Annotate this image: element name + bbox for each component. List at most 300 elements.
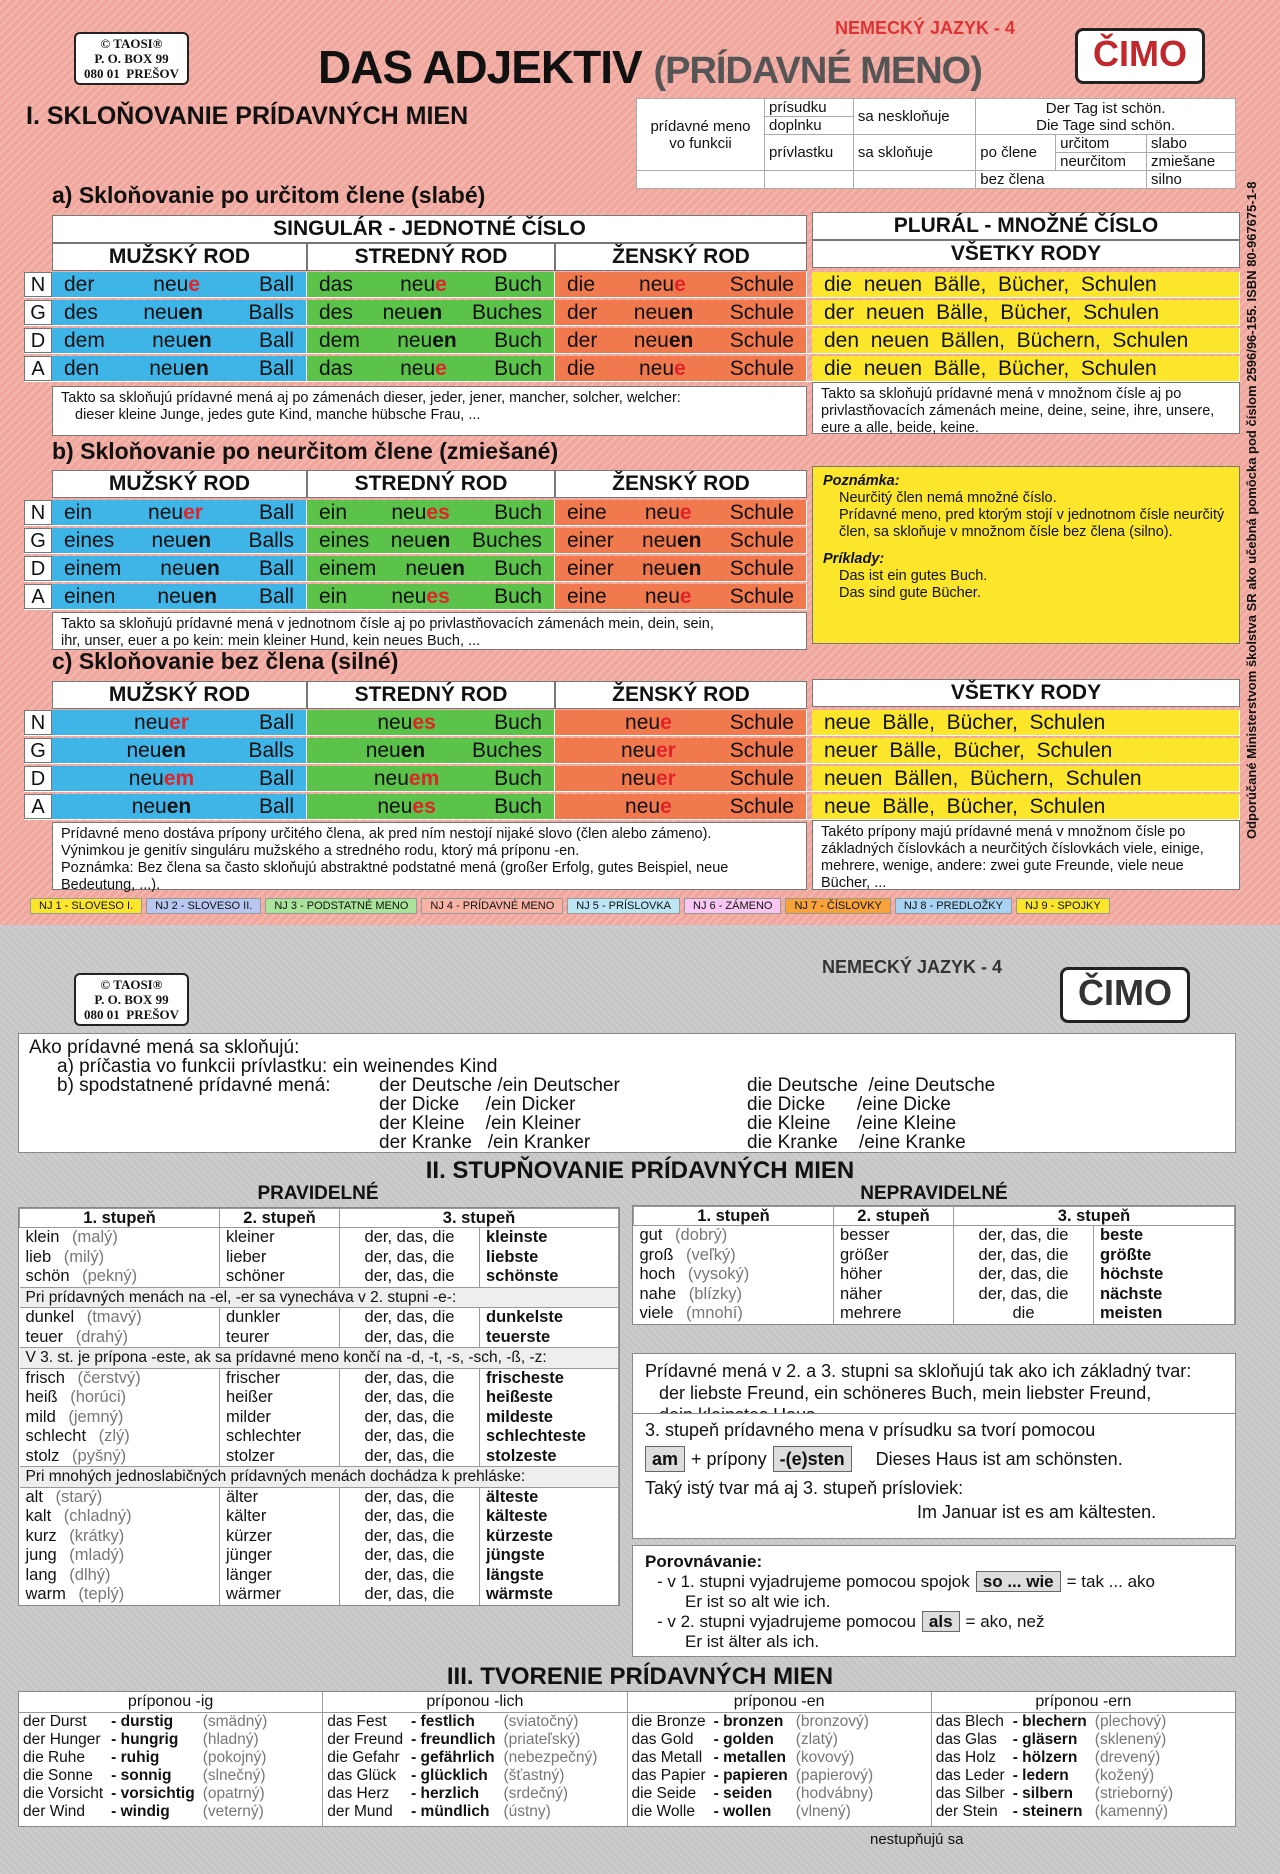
derived-word: - glücklich bbox=[411, 1767, 488, 1784]
nav-item[interactable]: NJ 2 - SLOVESO II. bbox=[146, 898, 261, 914]
word: kälter bbox=[226, 1507, 267, 1525]
derived-word: - steinern bbox=[1012, 1803, 1083, 1820]
adj-stem: neu bbox=[641, 556, 677, 580]
adj-ending: er bbox=[655, 766, 676, 790]
cell-n bbox=[307, 500, 555, 525]
st3-art: der, das, die bbox=[340, 1566, 480, 1586]
st2-cell bbox=[834, 1265, 954, 1285]
note-a bbox=[52, 386, 807, 436]
section-2-title: II. STUPŇOVANIE PRÍDAVNÝCH MIEN bbox=[425, 1157, 855, 1184]
func-slabo: slabo bbox=[1147, 135, 1236, 153]
noun: Buch bbox=[494, 584, 542, 608]
word: dunkler bbox=[226, 1308, 281, 1326]
adj-ending: en bbox=[184, 356, 209, 380]
table-row bbox=[634, 1265, 1235, 1285]
table-note-row bbox=[20, 1348, 619, 1369]
function-table bbox=[636, 98, 1236, 189]
regular-table bbox=[18, 1207, 620, 1606]
translation: (priateľský) bbox=[503, 1731, 581, 1748]
masc-header-c: MUŽSKÝ ROD bbox=[52, 681, 307, 709]
table-row bbox=[323, 1713, 601, 1731]
noun: Schule bbox=[729, 500, 794, 524]
subst-item: die Kranke /eine Kranke bbox=[747, 1132, 966, 1153]
word: älter bbox=[226, 1487, 259, 1506]
adj-stem: neu bbox=[382, 300, 418, 324]
comparison-1-example: Er ist so alt wie ich. bbox=[685, 1592, 831, 1611]
adj-stem: neu bbox=[128, 766, 164, 790]
translation: (smädný) bbox=[202, 1713, 268, 1730]
st3-cell: kälteste bbox=[480, 1507, 619, 1527]
noun: Buch bbox=[494, 556, 542, 580]
adj-ending: e bbox=[660, 794, 672, 818]
adj-form bbox=[149, 357, 209, 381]
translation: (dlhý) bbox=[64, 1565, 111, 1584]
word: kürzer bbox=[226, 1526, 272, 1545]
adj-stem: neu bbox=[373, 766, 409, 790]
func-bez-clena: bez člena bbox=[976, 171, 1147, 189]
als-box: als bbox=[922, 1611, 960, 1632]
nav-item[interactable]: NJ 4 - PRÍDAVNÉ MENO bbox=[421, 898, 563, 914]
st2-cell bbox=[220, 1308, 340, 1328]
noun: Schule bbox=[729, 710, 794, 734]
noun: Schule bbox=[729, 584, 794, 608]
adj-form bbox=[126, 739, 186, 763]
adverb-line: Taký istý tvar má aj 3. stupeň prísloviek: bbox=[645, 1478, 964, 1498]
cell-f bbox=[555, 710, 807, 735]
section-c-title: c) Skloňovanie bez člena (silné) bbox=[52, 648, 399, 674]
cell-plural: neue Bälle, Bücher, Schulen bbox=[812, 794, 1240, 819]
word: hoch bbox=[639, 1265, 676, 1283]
translation: (veľký) bbox=[681, 1245, 736, 1264]
cell-n bbox=[307, 328, 555, 353]
st3-art: der, das, die bbox=[340, 1427, 480, 1447]
noun: Schule bbox=[729, 272, 794, 296]
note-b bbox=[52, 612, 807, 650]
comparison-card bbox=[0, 925, 1280, 1874]
section-3-title: III. TVORENIE PRÍDAVNÝCH MIEN bbox=[446, 1663, 834, 1690]
adj-stem: neu bbox=[620, 766, 656, 790]
word: kalt bbox=[25, 1507, 52, 1525]
formation-col bbox=[932, 1692, 1235, 1826]
base-word: die Seide bbox=[631, 1785, 697, 1802]
adj-form bbox=[377, 711, 435, 735]
translation: (kožený) bbox=[1094, 1767, 1155, 1784]
st1-cell bbox=[634, 1226, 834, 1246]
table-row bbox=[323, 1803, 601, 1821]
st3-art: der, das, die bbox=[340, 1368, 480, 1388]
st2-cell bbox=[220, 1566, 340, 1586]
cell-plural: die neuen Bälle, Bücher, Schulen bbox=[812, 356, 1240, 381]
st2-cell bbox=[834, 1226, 954, 1246]
side-approval-text: Odporúčané Ministerstvom školstva SR ako učebná pomôcka pod číslom 2596/96-155. ISBN 80-967675-1-8 bbox=[1244, 181, 1259, 839]
base-word: die Gefahr bbox=[327, 1749, 400, 1766]
translation: (veterný) bbox=[202, 1803, 264, 1820]
st3-art: der, das, die bbox=[340, 1447, 480, 1467]
func-doplnok: doplnku bbox=[765, 117, 854, 135]
adj-form bbox=[642, 557, 702, 581]
st3-art: der, das, die bbox=[340, 1546, 480, 1566]
word: viele bbox=[639, 1304, 674, 1322]
base-word: das Gold bbox=[631, 1731, 694, 1748]
st1-cell bbox=[20, 1546, 220, 1566]
translation: (tmavý) bbox=[82, 1308, 142, 1326]
adj-form bbox=[160, 557, 220, 581]
base-word: das Papier bbox=[631, 1767, 706, 1784]
cell-m bbox=[52, 794, 307, 819]
formation-table bbox=[18, 1691, 1236, 1827]
table-row bbox=[20, 1368, 619, 1388]
nav-item[interactable]: NJ 5 - PRÍSLOVKA bbox=[567, 898, 680, 914]
article: die bbox=[567, 356, 596, 380]
base-word: die Sonne bbox=[23, 1767, 93, 1784]
table-row bbox=[932, 1767, 1177, 1785]
cell-n bbox=[307, 300, 555, 325]
noun: Ball bbox=[258, 500, 294, 524]
func-neurcitom: neurčitom bbox=[1056, 153, 1147, 171]
cell-plural: neuen Bällen, Büchern, Schulen bbox=[812, 766, 1240, 791]
st2-cell bbox=[834, 1304, 954, 1324]
subst-item: der Kleine /ein Kleiner bbox=[379, 1113, 581, 1134]
note-c-line2: Výnimkou je genitív singuláru mužského a stredného rodu, ktorý má príponu -en. bbox=[61, 843, 580, 859]
derived-word: - windig bbox=[111, 1803, 170, 1820]
st1-cell bbox=[20, 1487, 220, 1507]
table-row bbox=[19, 1803, 271, 1821]
adj-form bbox=[132, 795, 192, 819]
noun: Buch bbox=[494, 356, 542, 380]
noun: Schule bbox=[729, 328, 794, 352]
adj-stem: neu bbox=[405, 556, 441, 580]
cell-f bbox=[555, 584, 807, 609]
noun: Buches bbox=[471, 528, 542, 552]
predicate-example: Dieses Haus ist am schönsten. bbox=[875, 1449, 1123, 1469]
adj-ending: en bbox=[186, 528, 212, 552]
formation-list bbox=[19, 1713, 271, 1821]
st1-cell bbox=[20, 1388, 220, 1408]
table-row bbox=[19, 1767, 271, 1785]
word: teuer bbox=[25, 1327, 64, 1346]
st2-cell bbox=[220, 1427, 340, 1447]
adj-ending: er bbox=[183, 500, 203, 524]
article: einem bbox=[64, 556, 122, 580]
subst-item: die Deutsche /eine Deutsche bbox=[747, 1075, 996, 1096]
word: schön bbox=[25, 1267, 70, 1285]
intro-line-1: Ako prídavné mená sa skloňujú: bbox=[29, 1037, 300, 1058]
adj-form bbox=[148, 501, 203, 525]
noun: Ball bbox=[258, 710, 294, 734]
table-row bbox=[20, 1546, 619, 1566]
all-header-c: VŠETKY RODY bbox=[812, 679, 1240, 707]
adj-ending: e bbox=[435, 356, 447, 380]
table-row bbox=[932, 1713, 1177, 1731]
table-note-row bbox=[20, 1467, 619, 1488]
col-st1: 1. stupeň bbox=[20, 1209, 220, 1228]
word: dunkel bbox=[25, 1308, 75, 1326]
st1-cell bbox=[20, 1248, 220, 1268]
word: frisch bbox=[25, 1368, 65, 1387]
formation-col bbox=[323, 1692, 627, 1826]
neut-header-c: STREDNÝ ROD bbox=[307, 681, 555, 709]
st3-cell: älteste bbox=[480, 1487, 619, 1507]
article: eine bbox=[567, 500, 607, 524]
noun: Balls bbox=[248, 528, 294, 552]
table-row bbox=[20, 1447, 619, 1467]
st1-cell bbox=[20, 1566, 220, 1586]
st3-cell: nächste bbox=[1094, 1285, 1235, 1305]
case-label: D bbox=[24, 556, 52, 581]
st2-cell bbox=[220, 1487, 340, 1507]
table-row bbox=[628, 1785, 878, 1803]
st2-cell bbox=[220, 1388, 340, 1408]
table-row bbox=[932, 1749, 1177, 1767]
derived-word: - herzlich bbox=[411, 1785, 480, 1802]
st3-cell: liebste bbox=[480, 1248, 619, 1268]
adj-ending: en bbox=[432, 328, 457, 352]
adj-form bbox=[374, 767, 439, 791]
yellow-note bbox=[812, 466, 1240, 644]
adj-ending: e bbox=[674, 272, 686, 296]
word: höher bbox=[840, 1265, 883, 1283]
translation: (nebezpečný) bbox=[503, 1749, 598, 1766]
col-st2: 2. stupeň bbox=[220, 1209, 340, 1228]
table-row bbox=[24, 528, 807, 554]
func-silno: silno bbox=[1147, 171, 1236, 189]
nav-item[interactable]: NJ 8 - PREDLOŽKY bbox=[895, 898, 1012, 914]
base-word: die Ruhe bbox=[23, 1749, 86, 1766]
adj-form bbox=[366, 739, 426, 763]
nav-item[interactable]: NJ 1 - SLOVESO I. bbox=[30, 898, 142, 914]
adj-stem: neu bbox=[400, 272, 436, 296]
base-word: das Holz bbox=[935, 1749, 997, 1766]
word: teurer bbox=[226, 1327, 270, 1346]
cell-f bbox=[555, 356, 807, 381]
article: eines bbox=[64, 528, 115, 552]
table-row bbox=[634, 1246, 1235, 1266]
word: lieber bbox=[226, 1247, 267, 1266]
masc-header-a: MUŽSKÝ ROD bbox=[52, 243, 307, 271]
table-row bbox=[628, 1767, 878, 1785]
translation: (blízky) bbox=[684, 1284, 742, 1303]
subst-item: die Kleine /eine Kleine bbox=[747, 1113, 957, 1134]
subst-item: der Dicke /ein Dicker bbox=[379, 1094, 576, 1115]
st3-cell: mildeste bbox=[480, 1408, 619, 1428]
comparison-2-eq: = ako, než bbox=[965, 1612, 1045, 1631]
adj-stem: neu bbox=[152, 328, 188, 352]
table-row bbox=[19, 1731, 271, 1749]
case-label: G bbox=[24, 300, 52, 325]
derived-word: - festlich bbox=[411, 1713, 475, 1730]
section-b-title: b) Skloňovanie po neurčitom člene (zmiešané) bbox=[52, 438, 559, 464]
comparison-1-eq: = tak ... ako bbox=[1066, 1572, 1155, 1591]
st1-cell bbox=[634, 1304, 834, 1324]
adj-stem: neu bbox=[391, 500, 427, 524]
plural-note-a: Takto sa skloňujú prídavné mená v množnom čísle aj po privlastňovacích zámenách meine, deine, seine, ihre, unsere, eure a alle, beide, keine. bbox=[812, 382, 1240, 434]
article: einer bbox=[567, 556, 614, 580]
table-row bbox=[24, 300, 1240, 326]
adj-ending: en bbox=[425, 528, 451, 552]
cell-m bbox=[52, 356, 307, 381]
table-row bbox=[323, 1731, 601, 1749]
word: stolzer bbox=[226, 1446, 275, 1465]
comparison-box bbox=[632, 1545, 1236, 1657]
adj-ending: es bbox=[426, 500, 450, 524]
func-ex2: Die Tage sind schön. bbox=[1036, 116, 1176, 134]
adj-form bbox=[645, 501, 692, 525]
adj-ending: er bbox=[169, 710, 189, 734]
adj-ending: en bbox=[668, 300, 694, 324]
nav-item[interactable]: NJ 9 - SPOJKY bbox=[1016, 898, 1110, 914]
cell-m bbox=[52, 328, 307, 353]
st2-cell bbox=[834, 1285, 954, 1305]
st3-cell: schönste bbox=[480, 1267, 619, 1287]
base-word: das Blech bbox=[935, 1713, 1004, 1730]
article: ein bbox=[319, 500, 348, 524]
base-word: der Durst bbox=[23, 1713, 87, 1730]
derived-word: - silbern bbox=[1012, 1785, 1073, 1802]
adj-ending: en bbox=[187, 328, 212, 352]
regular-title: PRAVIDELNÉ bbox=[257, 1183, 379, 1204]
cell-m bbox=[52, 528, 307, 553]
article: dem bbox=[319, 328, 360, 352]
table-row bbox=[634, 1285, 1235, 1305]
st3-cell: kleinste bbox=[480, 1228, 619, 1248]
intro-line-2: a) príčastia vo funkcii prívlastku: ein weinendes Kind bbox=[57, 1056, 498, 1077]
article: des bbox=[64, 300, 98, 324]
comparison-title: Porovnávanie: bbox=[645, 1552, 763, 1571]
masc-header-b: MUŽSKÝ ROD bbox=[52, 470, 307, 498]
table-row bbox=[634, 1226, 1235, 1246]
func-privlastok: prívlastku bbox=[765, 135, 854, 171]
adj-ending: en bbox=[677, 556, 702, 580]
nav-item[interactable]: NJ 6 - ZÁMENO bbox=[684, 898, 781, 914]
st2-cell bbox=[220, 1546, 340, 1566]
word: warm bbox=[25, 1585, 66, 1603]
adj-ending: em bbox=[163, 766, 195, 790]
table-note: Pri mnohých jednoslabičných prídavných menách dochádza k prehláske: bbox=[20, 1467, 619, 1488]
base-word: der Hunger bbox=[23, 1731, 101, 1748]
base-word: der Freund bbox=[327, 1731, 404, 1748]
title-sub: (PRÍDAVNÉ MENO) bbox=[653, 50, 982, 92]
cell-f bbox=[555, 794, 807, 819]
article: einer bbox=[567, 528, 614, 552]
st3-cell: heißeste bbox=[480, 1388, 619, 1408]
adj-ending: en bbox=[400, 738, 426, 762]
cell-m bbox=[52, 584, 307, 609]
adj-stem: neu bbox=[639, 356, 675, 380]
fem-header-a: ŽENSKÝ ROD bbox=[555, 243, 807, 271]
table-row bbox=[628, 1713, 878, 1731]
st3-cell: schlechteste bbox=[480, 1427, 619, 1447]
subst-item: der Deutsche /ein Deutscher bbox=[379, 1075, 620, 1096]
formation-col bbox=[19, 1692, 323, 1826]
translation: (teplý) bbox=[73, 1585, 125, 1603]
note-c-line3: Poznámka: Bez člena sa často skloňujú abstraktné podstatné mená (großer Erfolg, gutes Beispiel, neue Bedeutung, ...). bbox=[61, 860, 729, 893]
st3-art: der, das, die bbox=[340, 1248, 480, 1268]
comparison-2-example: Er ist älter als ich. bbox=[685, 1632, 820, 1651]
translation: (bronzový) bbox=[795, 1713, 869, 1730]
st3-cell: frischeste bbox=[480, 1368, 619, 1388]
adj-ending: em bbox=[408, 766, 440, 790]
predicate-box bbox=[632, 1413, 1236, 1539]
st2-cell bbox=[220, 1447, 340, 1467]
suffix-box: -(e)sten bbox=[773, 1446, 852, 1472]
st2-cell bbox=[220, 1328, 340, 1348]
derived-word: - seiden bbox=[713, 1785, 773, 1802]
cell-f bbox=[555, 328, 807, 353]
word: näher bbox=[840, 1284, 883, 1303]
adj-form bbox=[391, 585, 449, 609]
table-row bbox=[24, 710, 1240, 736]
noun: Ball bbox=[258, 556, 294, 580]
translation: (opatrný) bbox=[202, 1785, 265, 1802]
translation: (zlý) bbox=[94, 1427, 130, 1445]
cell-n bbox=[307, 272, 555, 297]
nav-item[interactable]: NJ 3 - PODSTATNÉ MENO bbox=[265, 898, 417, 914]
func-nesklonuje: sa neskloňuje bbox=[853, 99, 975, 135]
table-note-row bbox=[20, 1287, 619, 1308]
adj-form bbox=[157, 585, 217, 609]
translation: (zlatý) bbox=[795, 1731, 838, 1748]
table-row bbox=[20, 1427, 619, 1447]
table-row bbox=[24, 500, 807, 526]
word: nahe bbox=[639, 1284, 677, 1303]
table-note: V 3. st. je prípona -este, ak sa prídavné meno končí na -d, -t, -s, -sch, -ß, -z: bbox=[20, 1348, 619, 1369]
adj-stem: neu bbox=[625, 794, 661, 818]
func-sklonuje: sa skloňuje bbox=[853, 135, 975, 171]
word: alt bbox=[25, 1487, 43, 1506]
adj-form bbox=[377, 795, 435, 819]
st3-art: der, das, die bbox=[340, 1507, 480, 1527]
table-row bbox=[20, 1527, 619, 1547]
derived-word: - gefährlich bbox=[411, 1749, 495, 1766]
st3-cell: teuerste bbox=[480, 1328, 619, 1348]
noun: Ball bbox=[258, 328, 294, 352]
article: ein bbox=[64, 500, 93, 524]
st1-cell bbox=[20, 1527, 220, 1547]
word: lieb bbox=[25, 1247, 52, 1266]
table-row bbox=[24, 766, 1240, 792]
comparison-2: - v 2. stupni vyjadrujeme pomocou bbox=[657, 1612, 916, 1631]
fem-header-b: ŽENSKÝ ROD bbox=[555, 470, 807, 498]
noun: Buch bbox=[494, 272, 542, 296]
adj-stem: neu bbox=[400, 356, 436, 380]
decl-line-1: Prídavné mená v 2. a 3. stupni sa skloňujú tak ako ich základný tvar: bbox=[645, 1361, 1192, 1381]
am-box: am bbox=[645, 1446, 685, 1472]
case-label: G bbox=[24, 738, 52, 763]
adj-form bbox=[400, 357, 447, 381]
adj-ending: es bbox=[412, 710, 436, 734]
func-prisudok: prísudku bbox=[765, 99, 854, 117]
derived-word: - sonnig bbox=[111, 1767, 172, 1784]
formation-list bbox=[323, 1713, 601, 1821]
st3-art: der, das, die bbox=[954, 1285, 1094, 1305]
word: klein bbox=[25, 1228, 60, 1246]
base-word: der Wind bbox=[23, 1803, 86, 1820]
base-word: das Glück bbox=[327, 1767, 397, 1784]
derived-word: - hölzern bbox=[1012, 1749, 1078, 1766]
word: heißer bbox=[226, 1388, 273, 1406]
translation: (jemný) bbox=[63, 1407, 124, 1426]
derived-word: - bronzen bbox=[713, 1713, 784, 1730]
table-row bbox=[628, 1749, 878, 1767]
article: der bbox=[64, 272, 95, 296]
cell-plural: der neuen Bälle, Bücher, Schulen bbox=[812, 300, 1240, 325]
table-row bbox=[628, 1803, 878, 1821]
cell-n bbox=[307, 556, 555, 581]
table-row bbox=[20, 1388, 619, 1408]
nav-item[interactable]: NJ 7 - ČÍSLOVKY bbox=[785, 898, 890, 914]
noun: Schule bbox=[729, 738, 794, 762]
article: die bbox=[567, 272, 596, 296]
